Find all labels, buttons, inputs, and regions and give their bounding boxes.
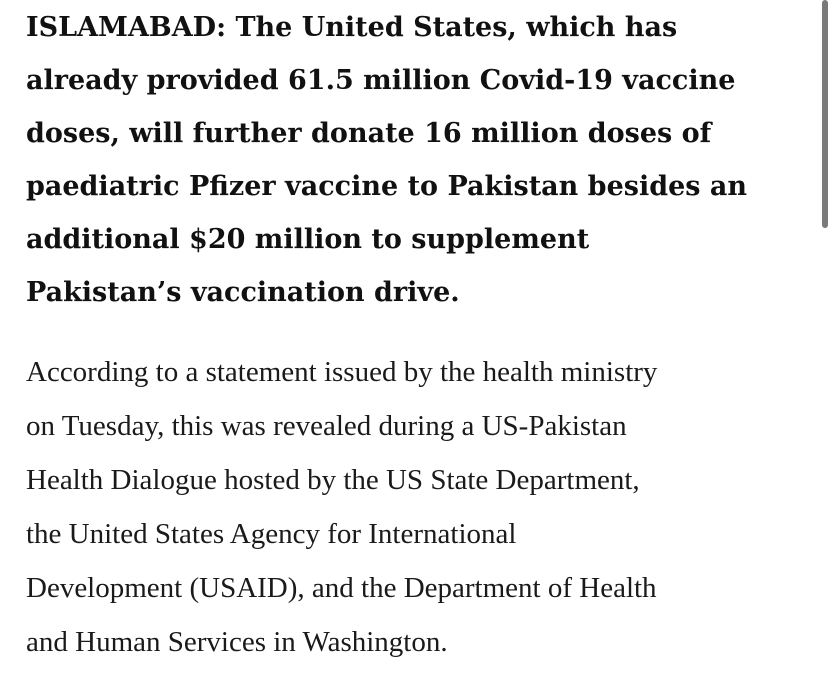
lead-line: Pakistan’s vaccination drive. bbox=[26, 277, 460, 308]
body-line: on Tuesday, this was revealed during a US-Pakistan bbox=[26, 410, 627, 442]
body-line: Health Dialogue hosted by the US State Department, bbox=[26, 464, 640, 496]
lead-line: additional $20 million to supplement bbox=[26, 224, 590, 255]
scrollbar-thumb[interactable] bbox=[822, 0, 828, 228]
lead-line: paediatric Pfizer vaccine to Pakistan besides an bbox=[26, 171, 747, 202]
body-line: the United States Agency for International bbox=[26, 518, 517, 550]
vertical-scrollbar[interactable] bbox=[820, 0, 828, 230]
article-content bbox=[26, 0, 816, 669]
body-paragraph bbox=[26, 345, 816, 669]
lead-paragraph bbox=[26, 0, 816, 319]
body-line: and Human Services in Washington. bbox=[26, 626, 448, 658]
lead-line: doses, will further donate 16 million doses of bbox=[26, 118, 712, 149]
body-line: According to a statement issued by the health ministry bbox=[26, 356, 658, 388]
body-line: Development (USAID), and the Department of Health bbox=[26, 572, 657, 604]
lead-line: already provided 61.5 million Covid-19 vaccine bbox=[26, 65, 736, 96]
lead-line: ISLAMABAD: The United States, which has bbox=[26, 12, 678, 43]
